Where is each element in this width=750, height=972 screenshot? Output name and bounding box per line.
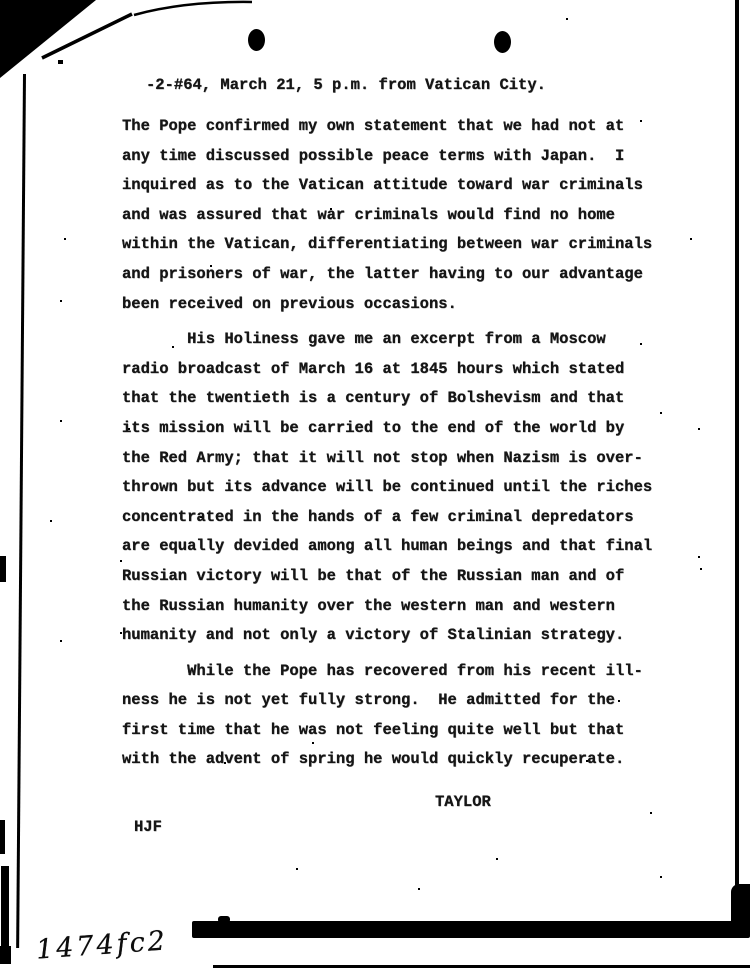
typist-initials: HJF [134, 818, 162, 836]
paragraph [122, 657, 652, 775]
document-line: concentrated in the hands of a few criminal depredators [122, 507, 634, 526]
document-line: inquired as to the Vatican attitude toward war criminals [122, 176, 643, 195]
document-line: are equally devided among all human beings and that final [122, 537, 653, 556]
document-line: humanity and not only a victory of Stalinian strategy. [122, 626, 625, 645]
document-line: The Pope confirmed my own statement that we had not at [122, 117, 625, 135]
hole-punch-mark-right [494, 31, 511, 53]
document-line: with the advent of spring he would quickly recuperate. [122, 750, 625, 769]
scan-bottom-line-artifact [213, 965, 750, 968]
scan-bottom-bar-artifact [731, 884, 750, 926]
document-line: within the Vatican, differentiating between war criminals [122, 235, 653, 254]
document-line: thrown but its advance will be continued until the riches [122, 478, 653, 497]
document-line: and was assured that war criminals would find no home [122, 205, 615, 224]
scan-edge-mark [1, 866, 9, 948]
paragraph [122, 325, 652, 651]
scan-edge-mark [0, 946, 11, 964]
hole-punch-mark-left [248, 29, 265, 51]
paragraph [122, 112, 652, 319]
handwritten-archive-number: 1474fc2 [35, 925, 169, 966]
page-edge-line-right [735, 0, 739, 924]
scan-bottom-bar-artifact [192, 921, 750, 938]
document-line: first time that he was not feeling quite well but that [122, 720, 625, 739]
scan-edge-mark [0, 820, 5, 854]
document-line: and prisoners of war, the latter having to our advantage [122, 264, 643, 283]
document-line: ness he is not yet fully strong. He admitted for the [122, 691, 615, 710]
document-body [122, 112, 652, 781]
document-line: any time discussed possible peace terms with Japan. I [122, 146, 625, 165]
document-header-line: -2-#64, March 21, 5 p.m. from Vatican City. [146, 76, 546, 94]
document-line: radio broadcast of March 16 at 1845 hours which stated [122, 359, 625, 378]
document-line: His Holiness gave me an excerpt from a Moscow [122, 330, 606, 349]
document-line: its mission will be carried to the end of the world by [122, 418, 625, 437]
document-line: that the twentieth is a century of Bolshevism and that [122, 389, 625, 408]
scan-bottom-bar-artifact [218, 916, 230, 923]
document-line: the Red Army; that it will not stop when Nazism is over- [122, 448, 643, 467]
document-line: been received on previous occasions. [122, 294, 457, 313]
scan-edge-mark [0, 556, 6, 582]
noise-speckles [0, 0, 2, 2]
scan-crease-line-artifact [0, 0, 280, 70]
document-line: the Russian humanity over the western man and western [122, 596, 615, 615]
document-line: Russian victory will be that of the Russian man and of [122, 566, 625, 585]
signature-taylor: TAYLOR [435, 793, 491, 811]
document-line: While the Pope has recovered from his recent ill- [122, 661, 643, 680]
page-edge-line-left [16, 74, 26, 948]
